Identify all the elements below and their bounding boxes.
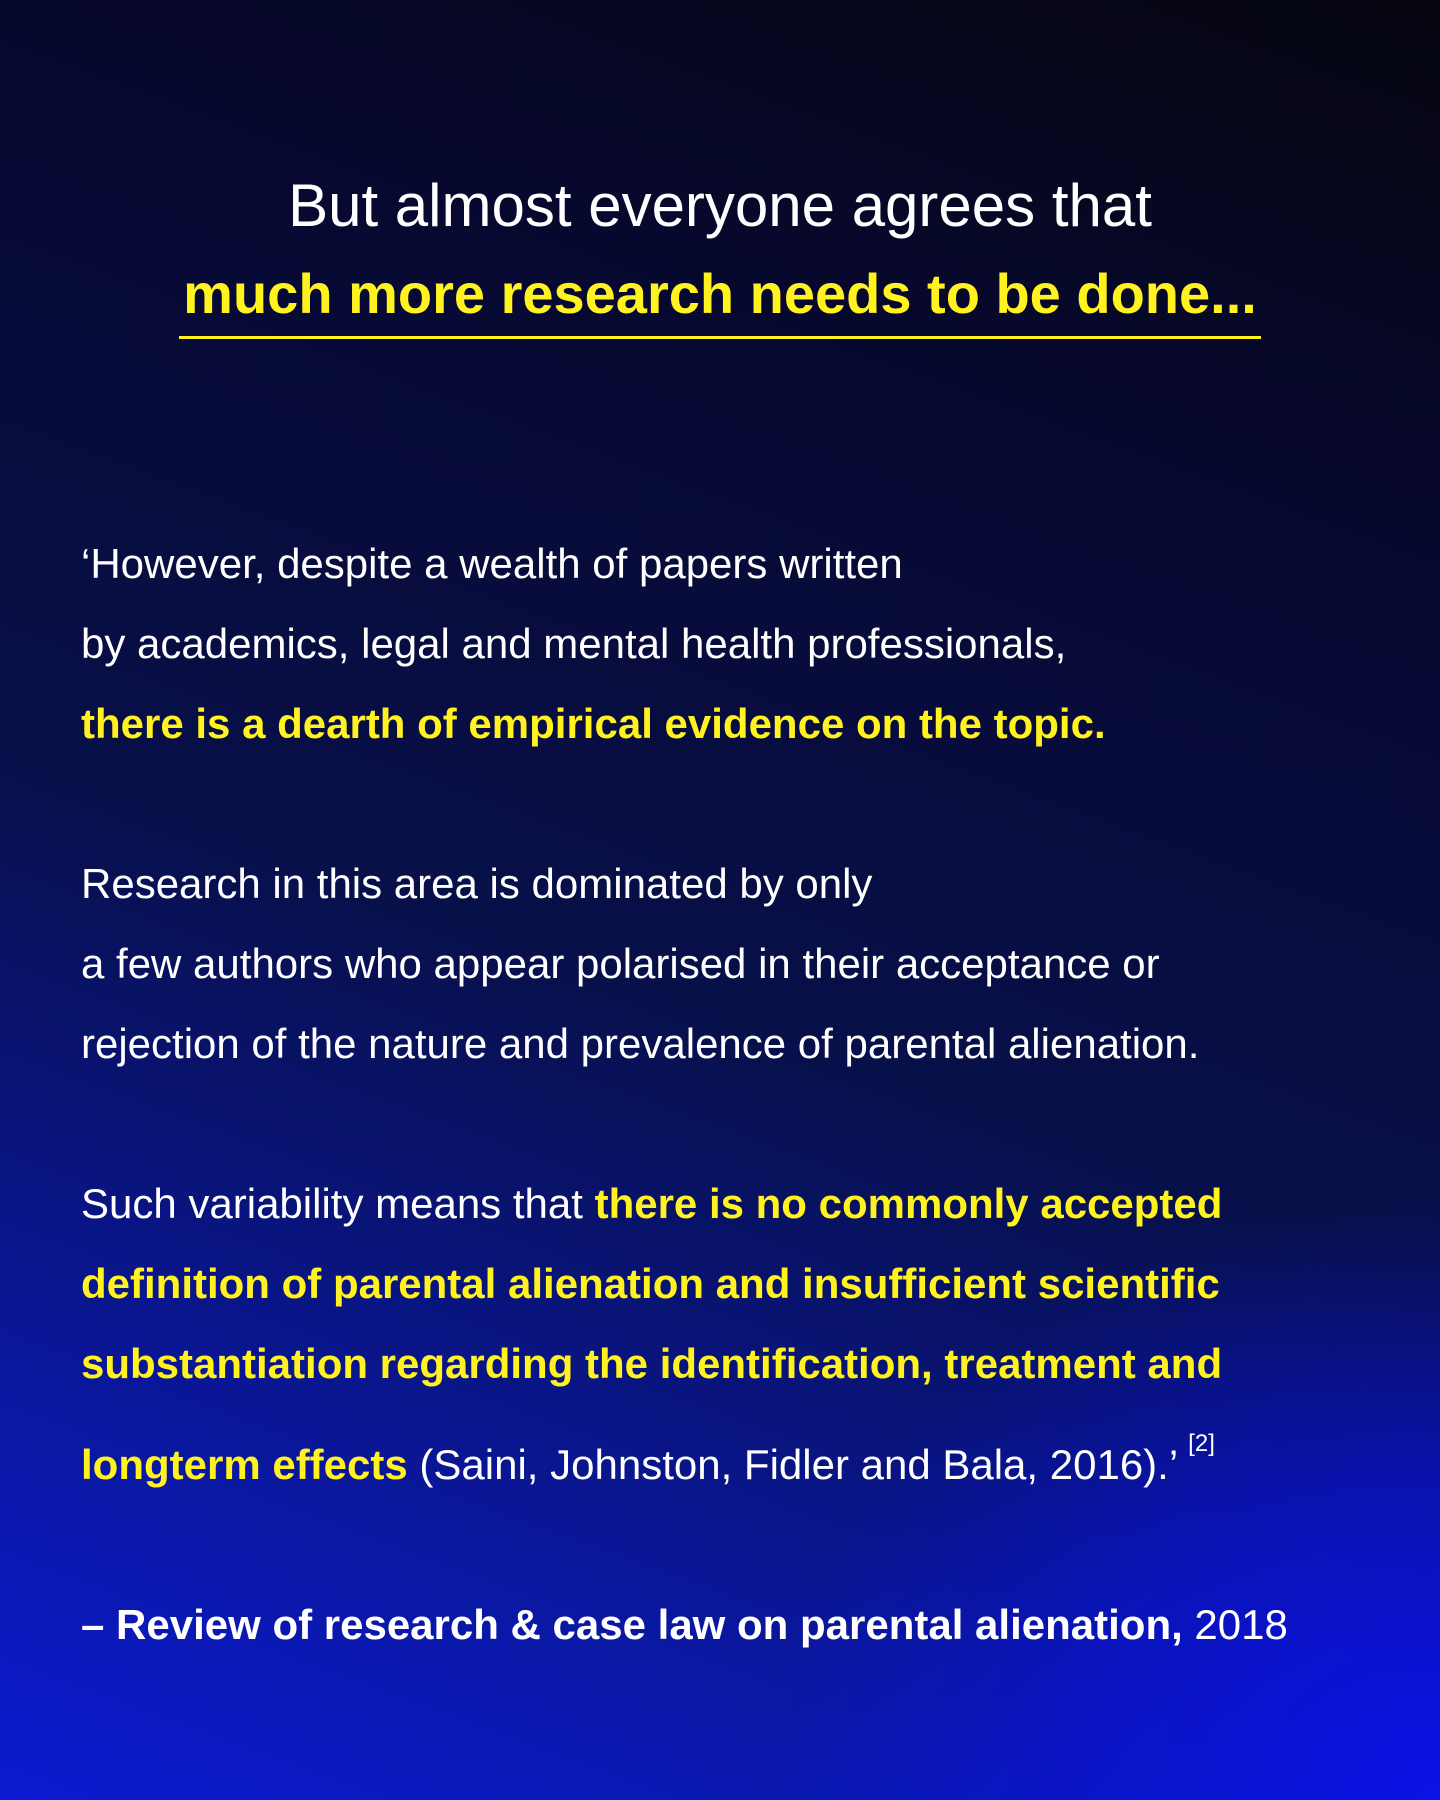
attribution <box>81 1585 1381 1665</box>
attribution-title: – Review of research & case law on parental alienation, <box>81 1601 1183 1648</box>
quote-paragraph-2 <box>81 844 1381 1084</box>
quote-block <box>81 524 1381 1665</box>
headline-intro: But almost everyone agrees that <box>288 172 1152 239</box>
quote-p2-line1: Research in this area is dominated by only <box>81 860 873 907</box>
reference-marker: [2] <box>1188 1430 1215 1457</box>
quote-citation: (Saini, Johnston, Fidler and Bala, 2016).’ <box>407 1441 1179 1488</box>
quote-p1-line1: ‘However, despite a wealth of papers written <box>81 540 903 587</box>
quote-paragraph-3 <box>81 1164 1381 1505</box>
quote-p1-highlight: there is a dearth of empirical evidence on the topic. <box>81 700 1106 747</box>
quote-p3-lead: Such variability means that <box>81 1180 595 1227</box>
quote-p3-highlight-4: longterm effects <box>81 1441 408 1488</box>
quote-p1-line2: by academics, legal and mental health professionals, <box>81 620 1067 667</box>
attribution-year: 2018 <box>1182 1601 1288 1648</box>
headline-highlight: much more research needs to be done... <box>179 254 1261 339</box>
quote-p2-line2: a few authors who appear polarised in their acceptance or <box>81 940 1160 987</box>
quote-paragraph-1 <box>81 524 1381 764</box>
quote-p2-line3: rejection of the nature and prevalence of parental alienation. <box>81 1020 1200 1067</box>
headline <box>0 168 1440 339</box>
quote-p3-highlight-3: substantiation regarding the identification, treatment and <box>81 1340 1223 1387</box>
quote-p3-highlight-1: there is no commonly accepted <box>594 1180 1223 1227</box>
quote-p3-highlight-2: definition of parental alienation and insufficient scientific <box>81 1260 1220 1307</box>
